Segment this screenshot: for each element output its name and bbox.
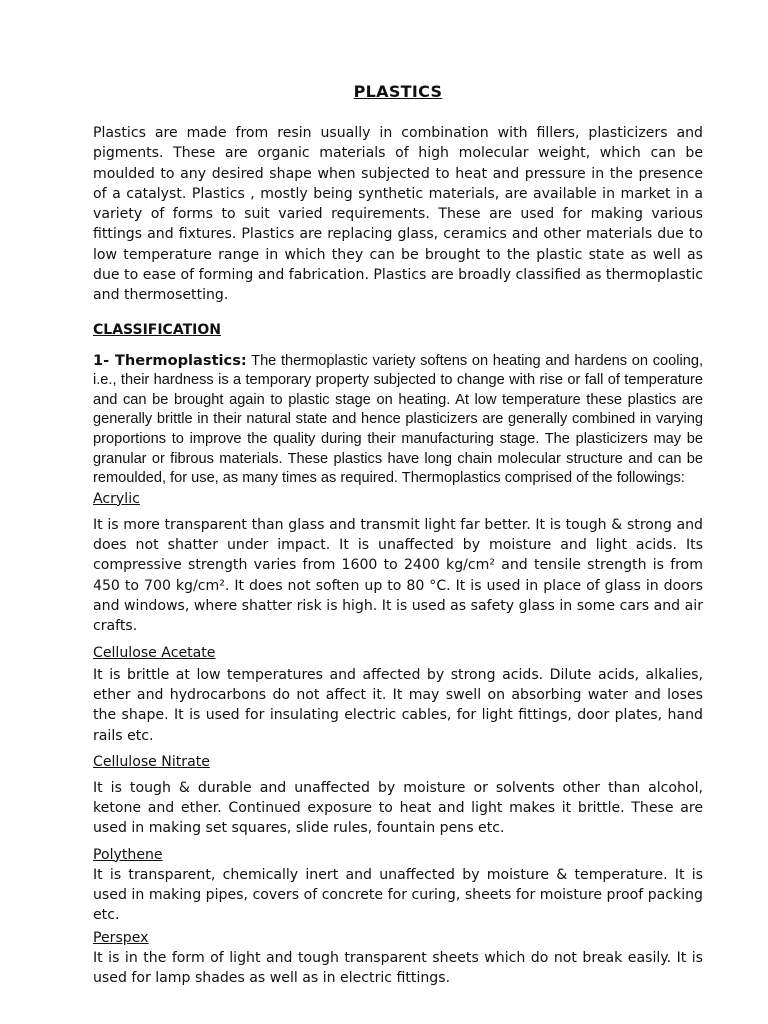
cellulose-nitrate-heading: Cellulose Nitrate bbox=[93, 753, 210, 770]
perspex-section bbox=[93, 928, 703, 989]
cellulose-acetate-heading: Cellulose Acetate bbox=[93, 644, 216, 661]
thermoplastics-paragraph bbox=[93, 351, 703, 489]
cellulose-acetate-section bbox=[93, 643, 703, 746]
acrylic-section bbox=[93, 489, 703, 637]
cellulose-nitrate-section bbox=[93, 752, 703, 839]
acrylic-heading: Acrylic bbox=[93, 490, 140, 507]
polythene-section bbox=[93, 845, 703, 926]
thermoplastics-text: The thermoplastic variety softens on heating and hardens on cooling, i.e., their hardness is a temporary property subjected to change with rise or fall of temperature and can be brought again to plastic stage on heating. At low temperature these plastics are generally brittle in their natural state and hence plasticizers are generally combined in varying proportions to improve the quality during their manufacturing stage. The plasticizers may be granular or fibrous materials. These plastics have long chain molecular structure and can be remoulded, for use, as many times as required. Thermoplastics comprised of the followings: bbox=[93, 352, 703, 487]
classification-heading: CLASSIFICATION bbox=[93, 321, 221, 338]
cellulose-nitrate-text: It is tough & durable and unaffected by moisture or solvents other than alcohol, ketone and ether. Continued exposure to heat and light makes it brittle. These are used in making set squares, slide rules, fountain pens etc. bbox=[93, 779, 703, 837]
document-page bbox=[93, 82, 703, 988]
perspex-text: It is in the form of light and tough transparent sheets which do not break easily. It is used for lamp shades as well as in electric fittings. bbox=[93, 949, 703, 986]
thermoplastics-lead: 1- Thermoplastics: bbox=[93, 351, 247, 369]
polythene-heading: Polythene bbox=[93, 846, 163, 863]
cellulose-acetate-text: It is brittle at low temperatures and affected by strong acids. Dilute acids, alkalies, ether and hydrocarbons do not affect it. It may swell on absorbing water and loses the shape. It is used for insulating electric cables, for light fittings, door plates, hand rails etc. bbox=[93, 666, 703, 744]
polythene-text: It is transparent, chemically inert and unaffected by moisture & temperature. It is used in making pipes, covers of concrete for curing, sheets for moisture proof packing etc. bbox=[93, 866, 703, 924]
page-title: PLASTICS bbox=[353, 82, 443, 101]
perspex-heading: Perspex bbox=[93, 929, 149, 946]
acrylic-text: It is more transparent than glass and transmit light far better. It is tough & strong and does not shatter under impact. It is unaffected by moisture and light acids. Its compressive strength varies from 1600 to 2400 kg/cm² and tensile strength is from 450 to 700 kg/cm². It does not soften up to 80 °C. It is used in place of glass in doors and windows, where shatter risk is high. It is used as safety glass in some cars and air crafts. bbox=[93, 516, 703, 635]
intro-paragraph: Plastics are made from resin usually in combination with fillers, plasticizers and pigments. These are organic materials of high molecular weight, which can be moulded to any desired shape when subjected to heat and pressure in the presence of a catalyst. Plastics , mostly being synthetic materials, are available in market in a variety of forms to suit varied requirements. These are used for making various fittings and fixtures. Plastics are replacing glass, ceramics and other materials due to low temperature range in which they can be brought to the plastic state as well as due to ease of forming and fabrication. Plastics are broadly classified as thermoplastic and thermosetting. bbox=[93, 125, 703, 304]
